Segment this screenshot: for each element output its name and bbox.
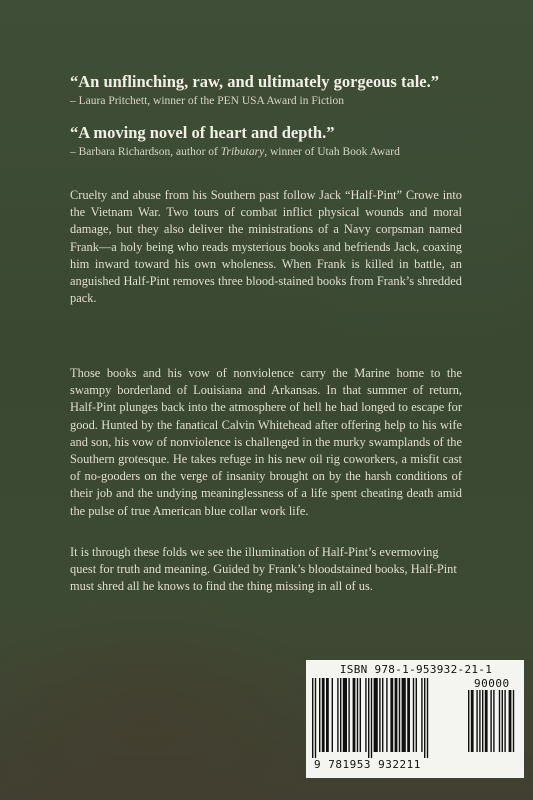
quote-attribution: – Laura Pritchett, winner of the PEN USA Award in Fiction [70,95,344,107]
isbn-barcode [306,660,524,778]
blurb-paragraph: Cruelty and abuse from his Southern past follow Jack “Half-Pint” Crowe into the Vietnam War. Two tours of combat inflict physical wounds and moral damage, but they also deliver the ministrations of a Navy corpsman named Frank—a holy being who reads mysterious books and befriends Jack, coaxing him inward toward his own wholeness. When Frank is killed in battle, an anguished Half-Pint removes three blood-stained books from Frank’s shredded pack. [70,188,462,306]
supplement-barcode-bars [468,690,518,768]
attribution-book-title: Tributary [220,146,265,158]
quote-text: “An unflinching, raw, and ultimately gorgeous tale.” [70,72,439,91]
supplement-digits: 90000 [474,677,510,690]
ean-digits: 9 781953 932211 [314,758,421,771]
review-quotes [70,72,490,174]
isbn-label: ISBN 978-1-953932-21-1 [339,663,493,676]
review-quote [70,72,490,109]
ean-barcode-bars [312,678,462,758]
review-quote [70,123,490,160]
blurb-paragraph: It is through these folds we see the illumination of Half-Pint’s evermoving quest for truth and meaning. Guided by Frank’s bloodstained books, Half-Pint must shred all he knows to find the thing missing in all of us. [70,545,457,594]
attribution-prefix: – Barbara Richardson, author of [70,146,221,158]
quote-attribution [70,145,490,160]
blurb-paragraph: Those books and his vow of nonviolence carry the Marine home to the swampy borderland of Louisiana and Arkansas. In that summer of return, Half-Pint plunges back into the atmosphere of hell he had longed to escape for good. Hunted by the fanatical Calvin Whitehead after offering help to his wife and son, his vow of nonviolence is challenged in the murky swamplands of the Southern grotesque. He takes refuge in his new oil rig coworkers, a misfit cast of no-gooders on the verge of insanity brought on by the harsh conditions of their job and the undying meaninglessness of a life spent cheating death amid the pulse of true American blue collar work life. [70,366,462,518]
attribution-suffix: , winner of Utah Book Award [264,146,400,158]
quote-text: “A moving novel of heart and depth.” [70,123,335,142]
